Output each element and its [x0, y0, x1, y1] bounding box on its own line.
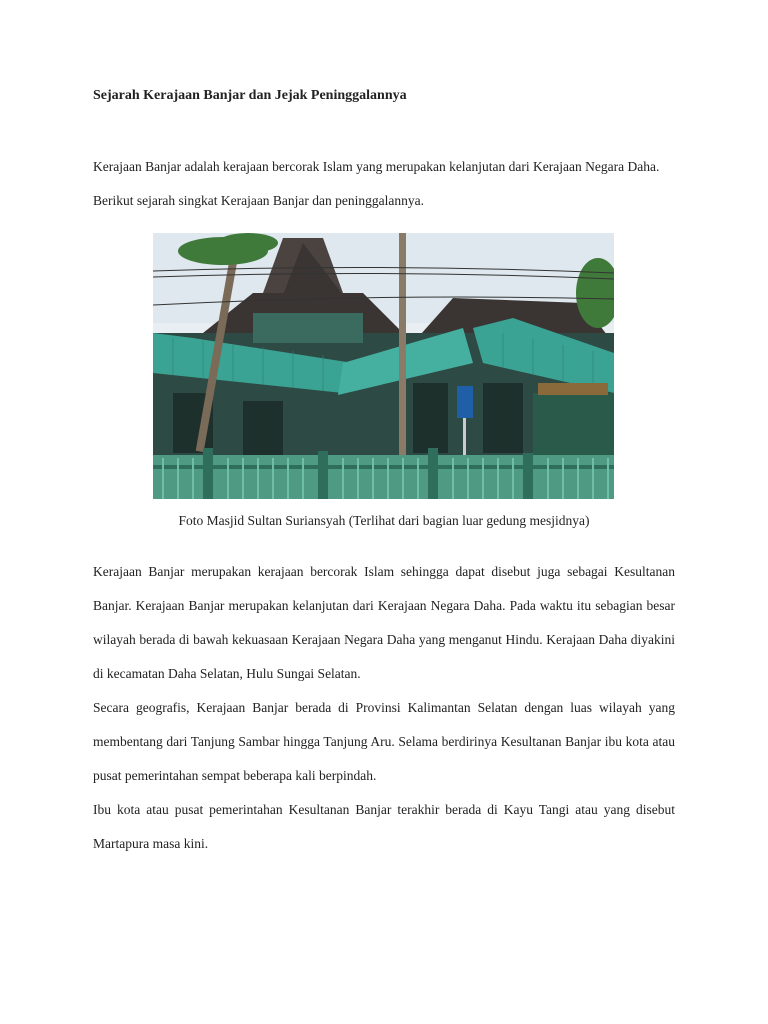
mosque-photo [153, 233, 614, 499]
body-paragraph-1: Kerajaan Banjar merupakan kerajaan bercorak Islam sehingga dapat disebut juga sebagai Kesultanan Banjar. Kerajaan Banjar merupakan kelanjutan dari Kerajaan Negara Daha. Pada waktu itu sebagian besar wilayah berada di bawah kekuasaan Kerajaan Negara Daha yang menganut Hindu. Kerajaan Daha diyakini di kecamatan Daha Selatan, Hulu Sungai Selatan. [93, 564, 675, 681]
body-text [93, 555, 675, 861]
photo-caption: Foto Masjid Sultan Suriansyah (Terlihat dari bagian luar gedung mesjidnya) [178, 513, 590, 528]
intro-paragraph: Kerajaan Banjar adalah kerajaan bercorak Islam yang merupakan kelanjutan dari Kerajaan Negara Daha. Berikut sejarah singkat Kerajaan Banjar dan peninggalannya. [93, 159, 660, 208]
document-title: Sejarah Kerajaan Banjar dan Jejak Peninggalannya [93, 88, 407, 103]
body-paragraph-3: Ibu kota atau pusat pemerintahan Kesultanan Banjar terakhir berada di Kayu Tangi atau yang disebut Martapura masa kini. [93, 802, 675, 851]
body-paragraph-2: Secara geografis, Kerajaan Banjar berada di Provinsi Kalimantan Selatan dengan luas wilayah yang membentang dari Tanjung Sambar hingga Tanjung Aru. Selama berdirinya Kesultanan Banjar ibu kota atau pusat pemerintahan sempat beberapa kali berpindah. [93, 700, 675, 783]
